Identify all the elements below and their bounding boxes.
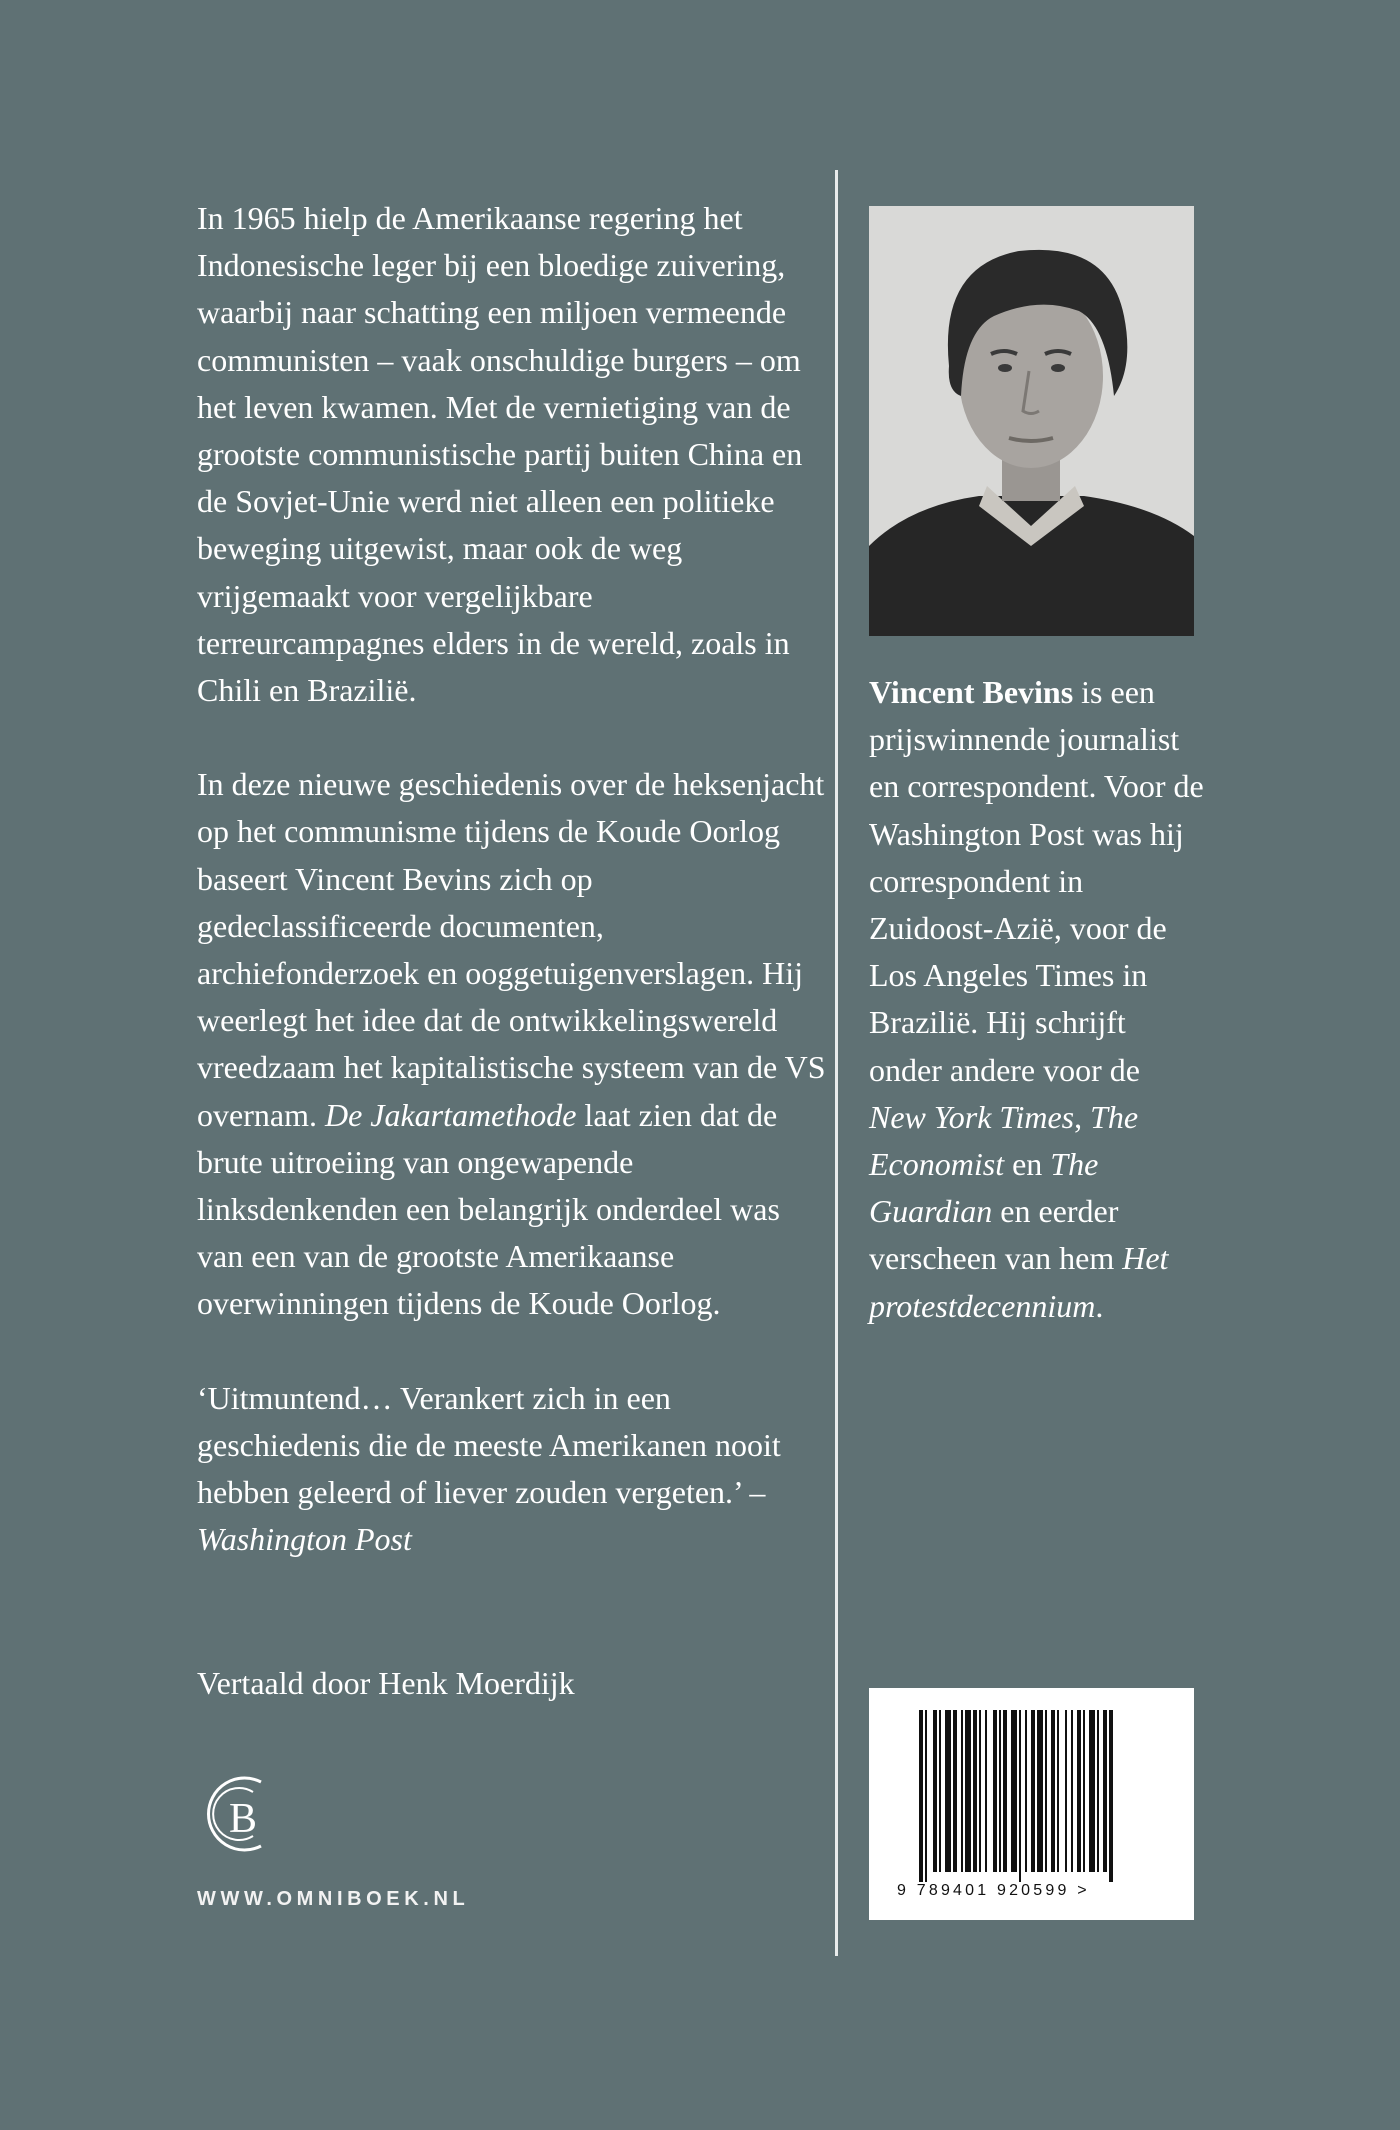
omniboek-logo-icon [195, 1766, 285, 1862]
publisher-website: WWW.OMNIBOEK.NL [197, 1888, 470, 1910]
author-name: Vincent Bevins [869, 674, 1074, 710]
bio-part-3: en [1004, 1146, 1051, 1183]
bio-part-4: en eerder verscheen van hem [869, 1193, 1123, 1277]
publication-guardian: The Guardian [869, 1146, 1099, 1230]
author-bio-text [869, 669, 1204, 1330]
blurb-paragraph-2 [197, 761, 827, 1327]
publication-economist: The Economist [869, 1098, 1139, 1183]
quote-text: ‘Uitmuntend… Verankert zich in een geschiedenis die de meeste Amerikanen nooit hebben geleerd of liever zouden vergeten.’ – [197, 1379, 781, 1511]
blurb-paragraph-2-text: In deze nieuwe geschiedenis over de heksenjacht op het communisme tijdens de Koude Oorlog baseert Vincent Bevins zich op gedeclassificeerde documenten, archiefonderzoek en ooggetuigenverslagen. Hij weerlegt het idee dat de ontwikkelingswereld vreedzaam het kapitalistische systeem van de VS overnam. [197, 766, 826, 1133]
blurb-paragraph-2-end: laat zien dat de brute uitroeiing van ongewapende linksdenkenden een belangrijk onderdeel was van een van de grootste Amerikaanse overwinningen tijdens de Koude Oorlog. [197, 1096, 780, 1322]
isbn-digits: 9 789401 920599 > [897, 1882, 1090, 1899]
bio-part-2: , [1074, 1098, 1091, 1135]
author-bio [869, 669, 1204, 1330]
svg-text:B: B [228, 1796, 258, 1842]
blurb-column [197, 195, 827, 1563]
bio-part-1: is een prijswinnende journalist en correspondent. Voor de Washington Post was hij correspondent in Zuidoost-Azië, voor de Los Angeles Times in Brazilië. Hij schrijft onder andere voor de [869, 674, 1204, 1088]
column-divider [835, 170, 838, 1956]
bio-part-5: . [1095, 1287, 1104, 1324]
review-quote [197, 1375, 827, 1564]
author-photo [869, 206, 1194, 636]
book-title: De Jakartamethode [324, 1096, 577, 1133]
translator-credit: Vertaald door Henk Moerdijk [197, 1665, 575, 1701]
blurb-paragraph-1: In 1965 hielp de Amerikaanse regering het Indonesische leger bij een bloedige zuivering, waarbij naar schatting een miljoen vermeende communisten – vaak onschuldige burgers – om het leven kwamen. Met de vernietiging van de grootste communistische partij buiten China en de Sovjet-Unie werd niet alleen een politieke beweging uitgewist, maar ook de weg vrijgemaakt voor vergelijkbare terreurcampagnes elders in de wereld, zoals in Chili en Brazilië. [197, 200, 803, 709]
publication-new-york-times: New York Times [869, 1098, 1075, 1135]
quote-source: Washington Post [197, 1521, 412, 1558]
previous-book-title: Het protestdecennium [869, 1240, 1169, 1324]
isbn-barcode [869, 1688, 1194, 1920]
